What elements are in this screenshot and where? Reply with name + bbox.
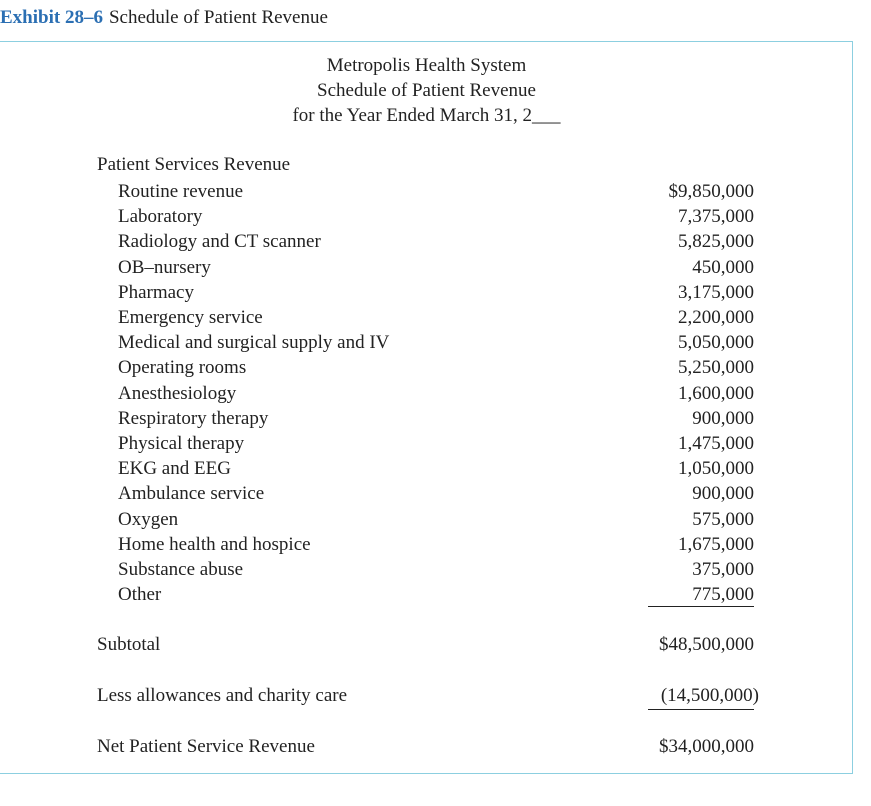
line-item-amount: 900,000 xyxy=(692,407,754,429)
report-name: Schedule of Patient Revenue xyxy=(317,80,536,101)
line-item-row xyxy=(0,255,853,280)
line-item-row xyxy=(0,532,853,557)
line-item-label: Pharmacy xyxy=(118,281,194,303)
line-item-label: Ambulance service xyxy=(118,483,265,505)
line-item-row xyxy=(0,280,853,305)
line-item-label: Radiology and CT scanner xyxy=(118,231,321,253)
line-item-label: Emergency service xyxy=(118,307,263,328)
exhibit-caption xyxy=(0,7,328,29)
line-item-row xyxy=(0,406,853,431)
line-item-amount: 1,050,000 xyxy=(678,458,754,480)
line-item-row xyxy=(0,229,853,254)
net-rule xyxy=(648,709,754,710)
net-revenue-amount: $34,000,000 xyxy=(659,736,754,757)
line-item-amount: 5,250,000 xyxy=(678,357,754,379)
line-item-amount: 5,050,000 xyxy=(678,332,754,354)
report-period: for the Year Ended March 31, 2___ xyxy=(292,105,561,126)
line-item-amount: 7,375,000 xyxy=(678,206,754,228)
line-item-amount: 775,000 xyxy=(692,584,754,606)
subtotal-rule xyxy=(648,606,754,607)
line-item-amount: 2,200,000 xyxy=(678,307,754,328)
line-item-amount: 3,175,000 xyxy=(678,281,754,303)
section-heading: Patient Services Revenue xyxy=(97,154,291,175)
line-item-amount: 375,000 xyxy=(692,559,754,580)
line-item-label: Oxygen xyxy=(118,508,179,530)
exhibit-label: Exhibit 28–6 xyxy=(0,7,103,28)
line-item-label: Physical therapy xyxy=(118,433,245,454)
line-item-label: Routine revenue xyxy=(118,181,244,202)
line-item-row xyxy=(0,456,853,481)
line-item-row xyxy=(0,582,853,607)
line-item-label: Home health and hospice xyxy=(118,533,311,555)
line-item-row xyxy=(0,381,853,406)
line-item-label: Respiratory therapy xyxy=(118,407,269,429)
subtotal-label: Subtotal xyxy=(97,634,161,655)
subtotal-row xyxy=(0,632,853,657)
net-revenue-row xyxy=(0,734,853,759)
line-item-label: Substance abuse xyxy=(118,559,244,580)
line-item-row xyxy=(0,557,853,582)
line-item-row xyxy=(0,305,853,330)
line-item-label: Other xyxy=(118,584,162,606)
net-revenue-label: Net Patient Service Revenue xyxy=(97,736,315,757)
line-item-amount: 575,000 xyxy=(692,508,754,530)
line-item-label: OB–nursery xyxy=(118,256,211,278)
line-item-label: Laboratory xyxy=(118,206,203,228)
line-item-row xyxy=(0,481,853,506)
line-item-amount: 1,600,000 xyxy=(678,382,754,404)
line-item-label: Medical and surgical supply and IV xyxy=(118,332,390,354)
line-item-row xyxy=(0,330,853,355)
line-item-amount: 1,475,000 xyxy=(678,433,754,454)
line-item-row xyxy=(0,355,853,380)
allowances-label: Less allowances and charity care xyxy=(97,685,348,706)
line-item-label: Operating rooms xyxy=(118,357,247,379)
line-item-row xyxy=(0,431,853,456)
line-item-row xyxy=(0,204,853,229)
exhibit-title: Schedule of Patient Revenue xyxy=(108,7,328,28)
allowances-amount: (14,500,000) xyxy=(660,685,759,706)
line-item-label: EKG and EEG xyxy=(118,458,231,480)
line-item-amount: 900,000 xyxy=(692,483,754,505)
allowances-row xyxy=(0,683,853,708)
line-item-row xyxy=(0,507,853,532)
line-item-amount: 5,825,000 xyxy=(678,231,754,253)
subtotal-amount: $48,500,000 xyxy=(659,634,754,655)
line-item-amount: 1,675,000 xyxy=(678,533,754,555)
line-item-row xyxy=(0,179,853,204)
line-item-amount: $9,850,000 xyxy=(668,181,754,202)
organization-name: Metropolis Health System xyxy=(326,55,527,76)
line-item-label: Anesthesiology xyxy=(118,382,237,404)
line-item-amount: 450,000 xyxy=(692,256,754,278)
